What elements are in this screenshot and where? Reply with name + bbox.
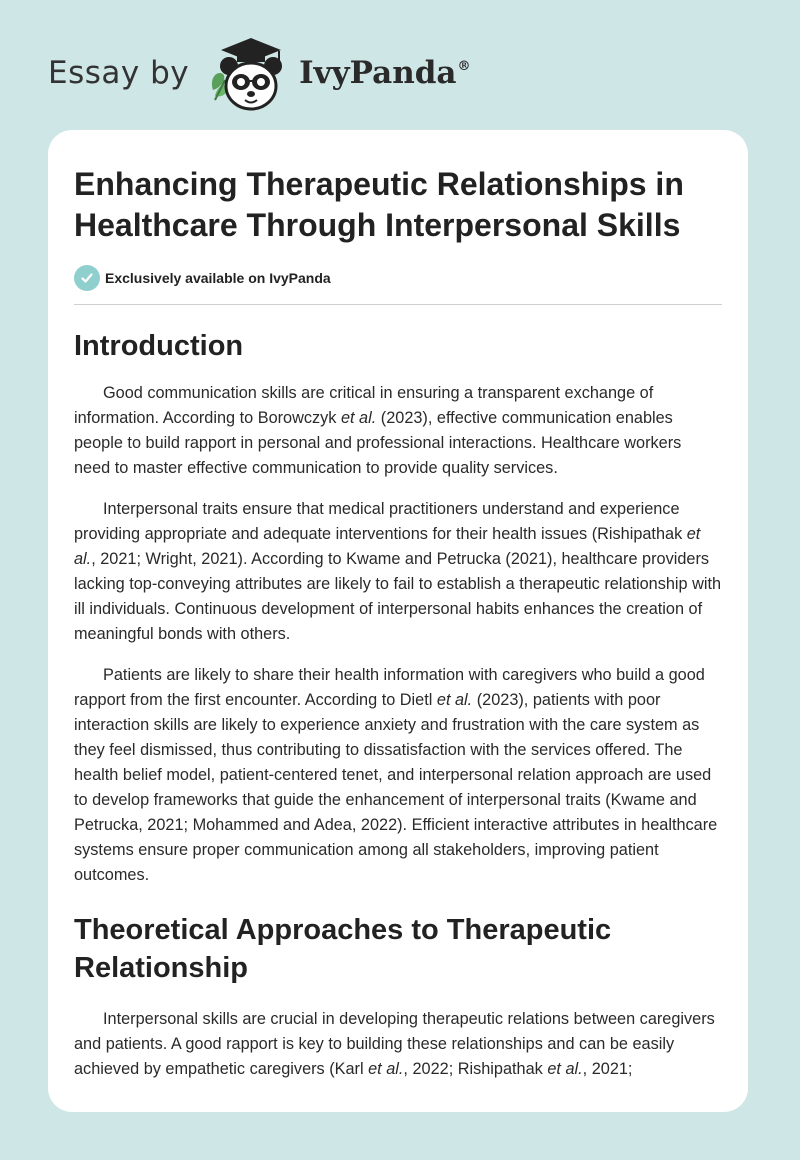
- paragraph: Patients are likely to share their health information with caregivers who build a good rapport from the first encounter. According to Dietl et al. (2023), patients with poor interaction skills are likely to experience anxiety and frustration with the care system as they feel dismissed, thus contributing to dissatisfaction with the services offered. The health belief model, patient-centered tenet, and interpersonal relation approach are used to develop frameworks that guide the enhancement of interpersonal traits (Kwame and Petrucka, 2021; Mohammed and Adea, 2022). Efficient interactive attributes in healthcare systems ensure proper communication among all stakeholders, improving patient outcomes.: [74, 666, 718, 884]
- paragraph: Interpersonal skills are crucial in developing therapeutic relations between caregivers and patients. A good rapport is key to building these relationships and can be easily achieved by empathetic caregivers (Karl et al., 2022; Rishipathak et al., 2021;: [74, 1010, 715, 1078]
- section-heading-theoretical-approaches: Theoretical Approaches to Therapeutic Relationship: [74, 914, 612, 984]
- exclusive-badge: [74, 264, 722, 292]
- article-title: Enhancing Therapeutic Relationships in Healthcare Through Interpersonal Skills: [74, 166, 684, 243]
- logo-prefix: Essay by: [48, 55, 190, 91]
- registered-mark: ®: [457, 59, 471, 74]
- paragraph: Interpersonal traits ensure that medical practitioners understand and experience providing appropriate and adequate interventions for their health issues (Rishipathak et al., 2021; Wright, 2021). According to Kwame and Petrucka (2021), healthcare providers lacking top-conveying attributes are likely to fail to establish a therapeutic relationship with ill individuals. Continuous development of interpersonal habits enhances the creation of meaningful bonds with others.: [74, 500, 722, 643]
- panda-logo-icon: [207, 30, 293, 116]
- check-circle-icon: [74, 265, 100, 291]
- logo-name: IvyPanda®: [299, 55, 471, 91]
- exclusive-badge-label: Exclusively available on IvyPanda: [105, 270, 331, 286]
- paragraph: Good communication skills are critical in ensuring a transparent exchange of information. According to Borowczyk et al. (2023), effective communication enables people to build rapport in personal and professional interactions. Healthcare workers need to master effective communication to provide quality services.: [74, 384, 682, 477]
- divider: [74, 304, 722, 305]
- site-logo[interactable]: [48, 28, 471, 118]
- section-heading-introduction: Introduction: [74, 330, 244, 362]
- article-card: [48, 130, 748, 1112]
